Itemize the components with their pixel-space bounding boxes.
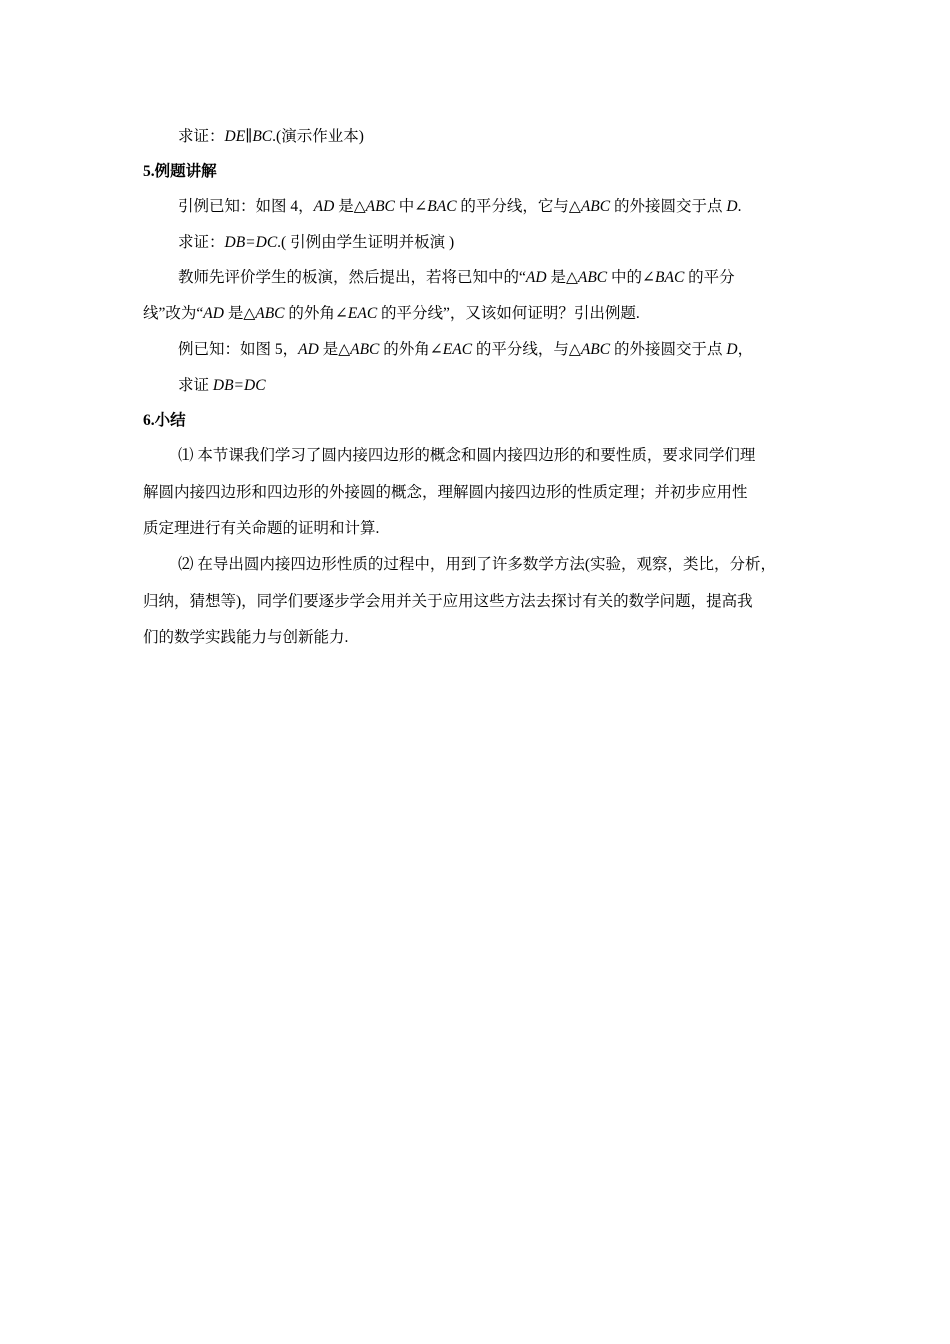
text-run: 是△	[546, 269, 578, 286]
math-var: AD	[525, 269, 547, 286]
text-run: 例已知：如图 5，	[178, 341, 299, 358]
summary-item-2-line-1: ⑵ 在导出圆内接四边形性质的过程中，用到了许多数学方法(实验，观察，类比，分析，	[178, 556, 777, 573]
text-run: 的平分线”，又该如何证明？引出例题.	[377, 305, 640, 322]
lead-example-proof	[178, 233, 454, 253]
example-statement	[178, 340, 753, 360]
text-run: 的外角∠	[284, 305, 348, 322]
teacher-comment-line-2	[143, 304, 640, 324]
math-var: D	[726, 341, 738, 358]
section-6-heading: 6.小结	[143, 412, 186, 429]
math-var: ABC	[365, 198, 395, 215]
math-var: EAC	[442, 341, 473, 358]
text-run: 是△	[318, 341, 351, 358]
text-run: 引例已知：如图 4，	[178, 198, 314, 215]
math-var: ABC	[255, 305, 285, 322]
summary-item-1-line-1: ⑴ 本节课我们学习了圆内接四边形的概念和圆内接四边形的和要性质，要求同学们理	[178, 447, 756, 464]
math-var: D	[726, 198, 738, 215]
math-var: ABC	[350, 341, 380, 358]
text-run: 教师先评价学生的板演，然后提出，若将已知中的“	[178, 269, 526, 286]
text-run: .	[737, 198, 742, 215]
text-run: ，	[737, 341, 754, 358]
teacher-comment-line-1	[178, 268, 735, 288]
math-var: ABC	[577, 269, 608, 286]
text-run: 中的∠	[607, 269, 656, 286]
math-var: EAC	[347, 305, 378, 322]
proof-expression: DE∥BC	[224, 128, 273, 145]
math-var: DB=DC	[224, 234, 278, 251]
math-var: BAC	[655, 269, 685, 286]
text-run: 中∠	[394, 198, 428, 215]
summary-item-1-line-2: 解圆内接四边形和四边形的外接圆的概念，理解圆内接四边形的性质定理；并初步应用性	[143, 484, 748, 501]
text-run: 的外接圆交于点	[610, 341, 727, 358]
text-run: .( 引例由学生证明并板演 )	[277, 234, 455, 251]
summary-item-1-line-3: 质定理进行有关命题的证明和计算.	[143, 520, 380, 537]
section-5-heading: 5.例题讲解	[143, 163, 217, 180]
text-run: 的外角∠	[379, 341, 443, 358]
summary-item-2-line-3: 们的数学实践能力与创新能力.	[143, 629, 349, 646]
example-proof	[178, 376, 266, 396]
math-var: AD	[313, 198, 335, 215]
text-run: 是△	[223, 305, 256, 322]
proof-prefix: 求证：	[178, 128, 225, 145]
text-run: 是△	[334, 198, 366, 215]
summary-item-2-line-2: 归纳，猜想等)，同学们要逐步学会用并关于应用这些方法去探讨有关的数学问题，提高我	[143, 593, 753, 610]
math-var: AD	[298, 341, 319, 358]
text-run: 的平分	[684, 269, 735, 286]
text-run: 的外接圆交于点	[610, 198, 727, 215]
text-run: 求证	[178, 377, 213, 394]
text-run: 线”改为“	[143, 305, 204, 322]
proof-line-de-bc	[178, 127, 364, 147]
lead-example-statement	[178, 197, 741, 217]
proof-suffix: .(演示作业本)	[272, 128, 364, 145]
math-var: DB=DC	[212, 377, 266, 394]
text-run: 的平分线，它与△	[456, 198, 581, 215]
math-var: ABC	[580, 341, 611, 358]
math-var: ABC	[580, 198, 611, 215]
text-run: 求证：	[178, 234, 225, 251]
math-var: AD	[203, 305, 224, 322]
math-var: BAC	[427, 198, 457, 215]
text-run: 的平分线，与△	[472, 341, 581, 358]
